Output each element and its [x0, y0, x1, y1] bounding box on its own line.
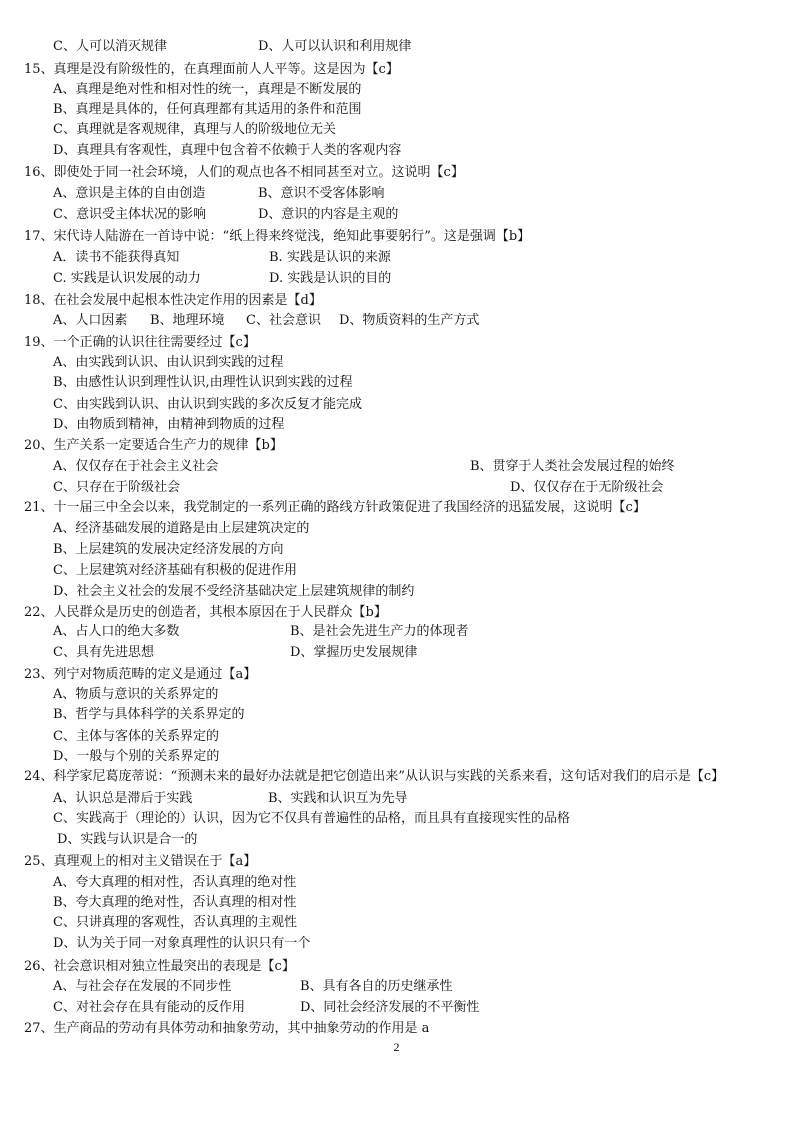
answer-option: B、实践和认识互为先导 [268, 791, 408, 806]
question-stem: 26、社会意识相对独立性最突出的表现是【c】 [24, 959, 295, 974]
question-stem: 17、宋代诗人陆游在一首诗中说：“纸上得来终觉浅，绝知此事要躬行”。这是强调【b】 [24, 229, 531, 244]
question-stem: 25、真理观上的相对主义错误在于【a】 [24, 854, 257, 869]
answer-option: D、一般与个别的关系界定的 [53, 749, 220, 764]
answer-option: D、物质资料的生产方式 [339, 313, 480, 328]
question-stem: 16、即使处于同一社会环境，人们的观点也各不相同甚至对立。这说明【c】 [24, 165, 464, 180]
answer-option: D、认为关于同一对象真理性的认识只有一个 [53, 936, 311, 951]
answer-option: C、意识受主体状况的影响 [53, 207, 206, 222]
answer-option: A、人口因素 [53, 313, 128, 328]
answer-option: A、真理是绝对性和相对性的统一，真理是不断发展的 [53, 82, 362, 97]
answer-option: B、上层建筑的发展决定经济发展的方向 [53, 542, 284, 557]
answer-option: C、对社会存在具有能动的反作用 [53, 1000, 245, 1015]
answer-option: C、实践高于（理论的）认识，因为它不仅具有普遍性的品格，而且具有直接现实性的品格 [53, 811, 570, 826]
question-stem: 24、科学家尼葛庞蒂说：“预测未来的最好办法就是把它创造出来”从认识与实践的关系来看，这句话对我们的启示是【c】 [24, 769, 725, 784]
question-stem: 27、生产商品的劳动有具体劳动和抽象劳动，其中抽象劳动的作用是 a [24, 1021, 430, 1036]
question-stem: 19、一个正确的认识往往需要经过【c】 [24, 335, 256, 350]
answer-option: A、意识是主体的自由创造 [53, 186, 206, 201]
answer-option: B、哲学与具体科学的关系界定的 [53, 707, 245, 722]
answer-option: D、仅仅存在于无阶级社会 [510, 480, 664, 495]
question-stem: 20、生产关系一定要适合生产力的规律【b】 [24, 438, 283, 453]
answer-option: D. 实践是认识的目的 [269, 271, 392, 286]
answer-option: D、社会主义社会的发展不受经济基础决定上层建筑规律的制约 [53, 584, 415, 599]
answer-option: B、地理环境 [150, 313, 225, 328]
answer-option: C、由实践到认识、由认识到实践的多次反复才能完成 [53, 397, 362, 412]
answer-option: D、人可以认识和利用规律 [258, 39, 412, 54]
answer-option: B、具有各自的历史继承性 [300, 979, 453, 994]
answer-option: D、真理具有客观性，真理中包含着不依赖于人类的客观内容 [53, 143, 402, 158]
page-number: 2 [393, 1040, 400, 1054]
answer-option: B、是社会先进生产力的体现者 [290, 624, 469, 639]
answer-option: C、主体与客体的关系界定的 [53, 729, 219, 744]
question-stem: 22、人民群众是历史的创造者，其根本原因在于人民群众【b】 [24, 605, 387, 620]
answer-option: A、与社会存在发展的不同步性 [53, 979, 232, 994]
answer-option: A．读书不能获得真知 [53, 250, 180, 265]
answer-option: D、同社会经济发展的不平衡性 [300, 1000, 480, 1015]
question-stem: 18、在社会发展中起根本性决定作用的因素是【d】 [24, 293, 322, 308]
answer-option: B、意识不受客体影响 [258, 186, 385, 201]
answer-option: C、只存在于阶级社会 [53, 480, 180, 495]
answer-option: B、贯穿于人类社会发展过程的始终 [470, 459, 675, 474]
answer-option: D、由物质到精神，由精神到物质的过程 [53, 417, 285, 432]
answer-option: A、认识总是滞后于实践 [53, 791, 193, 806]
answer-option: C、人可以消灭规律 [53, 39, 167, 54]
answer-option: C. 实践是认识发展的动力 [53, 271, 201, 286]
answer-option: A、由实践到认识、由认识到实践的过程 [53, 355, 284, 370]
answer-option: C、具有先进思想 [53, 645, 154, 660]
answer-option: A、经济基础发展的道路是由上层建筑决定的 [53, 521, 310, 536]
answer-option: A、物质与意识的关系界定的 [53, 687, 219, 702]
answer-option: C、真理就是客观规律，真理与人的阶级地位无关 [53, 122, 336, 137]
answer-option: A、占人口的绝大多数 [53, 624, 180, 639]
answer-option: D、实践与认识是合一的 [57, 832, 198, 847]
answer-option: A、仅仅存在于社会主义社会 [53, 459, 219, 474]
answer-option: D、意识的内容是主观的 [258, 207, 399, 222]
answer-option: C、上层建筑对经济基础有积极的促进作用 [53, 563, 297, 578]
answer-option: B、由感性认识到理性认识,由理性认识到实践的过程 [53, 375, 353, 390]
answer-option: D、掌握历史发展规律 [290, 645, 418, 660]
answer-option: A、夸大真理的相对性，否认真理的绝对性 [53, 875, 297, 890]
question-stem: 15、真理是没有阶级性的，在真理面前人人平等。这是因为【c】 [24, 62, 399, 77]
answer-option: C、社会意识 [246, 313, 321, 328]
answer-option: B. 实践是认识的来源 [269, 250, 391, 265]
answer-option: B、夸大真理的绝对性，否认真理的相对性 [53, 895, 297, 910]
answer-option: B、真理是具体的，任何真理都有其适用的条件和范围 [53, 102, 362, 117]
answer-option: C、只讲真理的客观性，否认真理的主观性 [53, 915, 297, 930]
question-stem: 21、十一届三中全会以来，我党制定的一系列正确的路线方针政策促进了我国经济的迅猛发展，这说明【c】 [24, 500, 646, 515]
question-stem: 23、列宁对物质范畴的定义是通过【a】 [24, 667, 257, 682]
